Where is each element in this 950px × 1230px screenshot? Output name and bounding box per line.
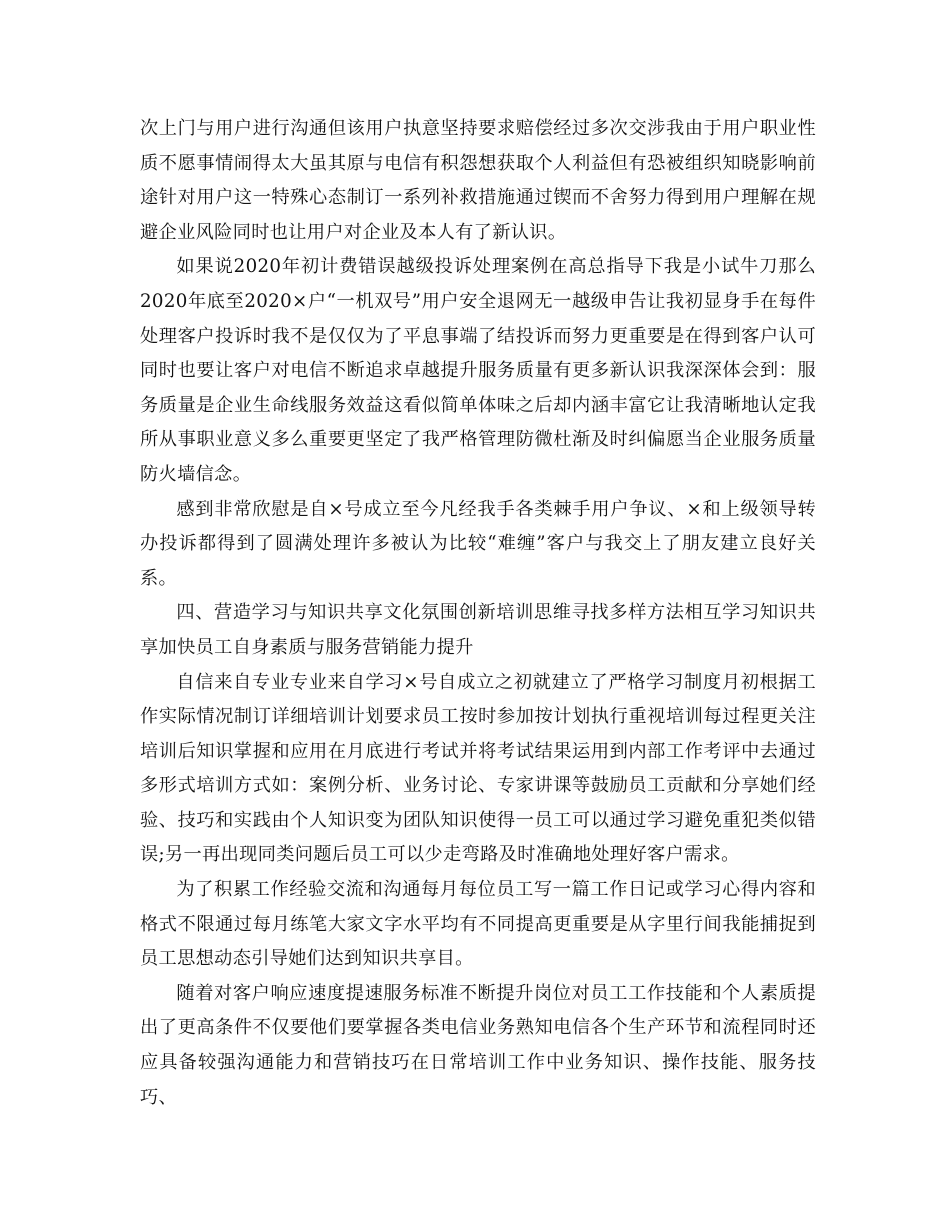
paragraph-continuation: 次上门与用户进行沟通但该用户执意坚持要求赔偿经过多次交涉我由于用户职业性质不愿事情闹得太大虽其原与电信有积怨想获取个人利益但有恐被组织知晓影响前途针对用户这一特殊心态制订一系列补救措施通过锲而不舍努力得到用户理解在规避企业风险同时也让用户对企业及本人有了新认识。 <box>140 118 816 243</box>
paragraph-billing-case: 如果说2020年初计费错误越级投诉处理案例在高总指导下我是小试牛刀那么2020年底至2020×户“一机双号”用户安全退网无一越级申告让我初显身手在每件处理客户投诉时我不是仅仅为了平息事端了结投诉而努力更重要是在得到客户认可同时也要让客户对电信不断追求卓越提升服务质量有更多新认识我深深体会到：服务质量是企业生命线服务效益这看似简单体味之后却内涵丰富它让我清晰地认定我所从事职业意义多么重要更坚定了我严格管理防微杜渐及时纠偏愿当企业服务质量防火墙信念。 <box>140 256 816 485</box>
paragraph-skill-requirements: 随着对客户响应速度提速服务标准不断提升岗位对员工工作技能和个人素质提出了更高条件不仅要他们要掌握各类电信业务熟知电信各个生产环节和流程同时还应具备较强沟通能力和营销技巧在日常培训工作中业务知识、操作技能、服务技巧、 <box>140 982 816 1108</box>
paragraph-training-system: 自信来自专业专业来自学习×号自成立之初就建立了严格学习制度月初根据工作实际情况制订详细培训计划要求员工按时参加按计划执行重视培训每过程更关注培训后知识掌握和应用在月底进行考试并将考试结果运用到内部工作考评中去通过多形式培训方式如：案例分析、业务讨论、专家讲课等鼓励员工贡献和分享她们经验、技巧和实践由个人知识变为团队知识使得一员工可以通过学习避免重犯类似错误;另一再出现同类问题后员工可以少走弯路及时准确地处理好客户需求。 <box>140 671 816 866</box>
document-body <box>140 112 816 1115</box>
paragraph-work-diary: 为了积累工作经验交流和沟通每月每位员工写一篇工作日记或学习心得内容和格式不限通过每月练笔大家文字水平均有不同提高更重要是从字里行间我能捕捉到员工思想动态引导她们达到知识共享目。 <box>140 879 816 970</box>
paragraph-gratification: 感到非常欣慰是自×号成立至今凡经我手各类棘手用户争议、×和上级领导转办投诉都得到了圆满处理许多被认为比较“难缠”客户与我交上了朋友建立良好关系。 <box>140 498 816 589</box>
section-heading-four: 四、营造学习与知识共享文化氛围创新培训思维寻找多样方法相互学习知识共享加快员工自身素质与服务营销能力提升 <box>140 602 816 658</box>
